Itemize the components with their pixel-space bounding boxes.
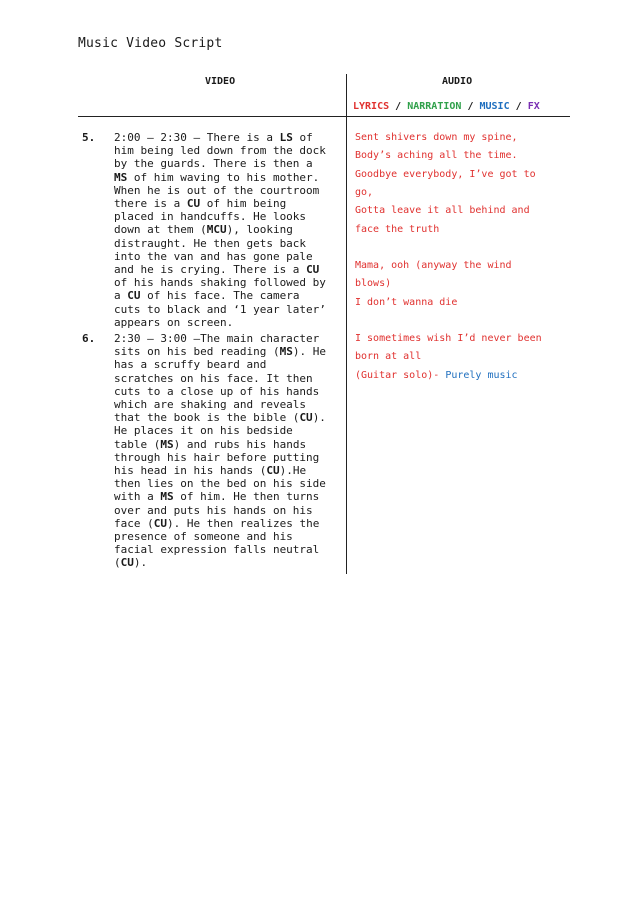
video-text: 2:30 – 3:00 –The main character bbox=[114, 332, 320, 345]
video-text: then lies on the bed on his side bbox=[114, 477, 326, 491]
video-text: table ( bbox=[114, 437, 161, 451]
video-line bbox=[114, 184, 344, 197]
video-line bbox=[114, 316, 344, 329]
video-line bbox=[114, 451, 344, 464]
video-line bbox=[114, 504, 344, 517]
video-line bbox=[114, 303, 344, 316]
video-text: down at them ( bbox=[114, 223, 207, 237]
video-line bbox=[114, 263, 344, 276]
video-line bbox=[114, 477, 344, 490]
header-rule bbox=[78, 116, 570, 117]
video-text: has a scruffy beard and bbox=[114, 358, 267, 372]
shot-type: CU bbox=[186, 197, 201, 211]
shot-type: MS bbox=[114, 170, 128, 184]
video-text: sits on his bed reading ( bbox=[114, 345, 280, 359]
video-text: He places it on his bedside bbox=[114, 424, 293, 438]
lyrics-line: face the truth bbox=[355, 223, 440, 235]
shot-type: CU bbox=[153, 516, 167, 530]
video-line bbox=[114, 144, 344, 157]
shot-type: CU bbox=[306, 263, 320, 277]
video-text: placed in handcuffs. He looks bbox=[114, 210, 307, 224]
video-line bbox=[114, 530, 344, 543]
video-text: of his hands shaking followed by bbox=[114, 276, 326, 290]
video-text: distraught. He then gets back bbox=[114, 236, 307, 250]
video-text: a bbox=[114, 289, 128, 303]
video-text: appears on screen. bbox=[114, 315, 234, 329]
lyrics-line: (Guitar solo)- Purely music bbox=[355, 369, 518, 381]
video-text: cuts to a close up of his hands bbox=[114, 384, 320, 398]
video-line bbox=[114, 385, 344, 398]
lyrics-line: go, bbox=[355, 186, 374, 198]
video-line bbox=[114, 223, 344, 236]
legend-fx: FX bbox=[527, 101, 540, 112]
legend-separator: / bbox=[395, 101, 402, 112]
shot-type: CU bbox=[266, 464, 280, 478]
lyrics-line: Gotta leave it all behind and bbox=[355, 205, 530, 217]
video-line bbox=[114, 250, 344, 263]
video-text: ).He bbox=[279, 464, 307, 478]
video-column-header: VIDEO bbox=[205, 76, 236, 87]
legend-music: MUSIC bbox=[479, 101, 510, 112]
video-text: ). bbox=[312, 411, 326, 425]
lyrics-line: born at all bbox=[355, 351, 422, 363]
lyrics-line: Goodbye everybody, I’ve got to bbox=[355, 168, 536, 180]
video-text: there is a bbox=[114, 197, 187, 211]
video-line bbox=[114, 131, 344, 144]
video-line bbox=[114, 424, 344, 437]
shot-type: LS bbox=[279, 131, 293, 144]
lyrics-line: Sent shivers down my spine, bbox=[355, 132, 518, 143]
video-text: face ( bbox=[114, 516, 154, 530]
shot-type: MCU bbox=[206, 223, 227, 237]
lyrics-line: I sometimes wish I’d never been bbox=[355, 333, 542, 344]
video-text: presence of someone and his bbox=[114, 530, 293, 544]
video-text: which are shaking and reveals bbox=[114, 398, 307, 412]
shot-type: CU bbox=[299, 411, 313, 425]
video-text: ), looking bbox=[226, 223, 293, 237]
music-cue: Purely music bbox=[439, 369, 518, 381]
video-line bbox=[114, 237, 344, 250]
video-line bbox=[114, 210, 344, 223]
video-line bbox=[114, 398, 344, 411]
audio-column-header: AUDIO bbox=[442, 76, 473, 87]
video-text: of him. He then turns bbox=[173, 490, 320, 504]
video-text: him being led down from the dock bbox=[114, 144, 326, 158]
video-line bbox=[114, 157, 344, 170]
video-text: of him waving to his mother. bbox=[127, 170, 320, 184]
video-line bbox=[114, 171, 344, 184]
video-line bbox=[114, 332, 344, 345]
video-line bbox=[114, 345, 344, 358]
video-text: by the guards. There is then a bbox=[114, 157, 313, 171]
video-line bbox=[114, 289, 344, 302]
scene-video-description bbox=[114, 332, 344, 570]
shot-type: CU bbox=[127, 289, 141, 303]
scene-video-description bbox=[114, 131, 344, 329]
video-text: of him being bbox=[200, 197, 287, 211]
lyrics-line: blows) bbox=[355, 278, 392, 290]
video-text: ). bbox=[133, 556, 148, 570]
video-line bbox=[114, 517, 344, 530]
video-line bbox=[114, 411, 344, 424]
video-text: his head in his hands ( bbox=[114, 464, 267, 478]
legend-narration: NARRATION bbox=[407, 101, 462, 112]
legend-separator: / bbox=[515, 101, 522, 112]
video-line bbox=[114, 556, 344, 569]
video-line bbox=[114, 197, 344, 210]
lyrics-line: Body’s aching all the time. bbox=[355, 150, 518, 162]
video-line bbox=[114, 372, 344, 385]
video-line bbox=[114, 464, 344, 477]
video-text: ) and rubs his hands bbox=[173, 437, 307, 451]
video-text: 2:00 – 2:30 – There is a bbox=[114, 131, 280, 144]
video-text: that the book is the bible ( bbox=[114, 411, 300, 425]
scene-number: 6. bbox=[82, 332, 96, 345]
video-line bbox=[114, 276, 344, 289]
scene-number: 5. bbox=[82, 131, 96, 144]
legend-separator: / bbox=[467, 101, 474, 112]
legend-lyrics: LYRICS bbox=[353, 101, 390, 112]
video-text: When he is out of the courtroom bbox=[114, 183, 320, 197]
shot-type: MS bbox=[160, 490, 174, 504]
video-line bbox=[114, 490, 344, 503]
shot-type: MS bbox=[160, 437, 174, 451]
shot-type: MS bbox=[279, 345, 293, 359]
video-line bbox=[114, 543, 344, 556]
lyrics-line: I don’t wanna die bbox=[355, 296, 458, 308]
video-text: with a bbox=[114, 490, 161, 504]
video-text: ). He then realizes the bbox=[167, 516, 320, 530]
document-title: Music Video Script bbox=[78, 36, 223, 51]
column-divider bbox=[346, 74, 347, 574]
video-text: scratches on his face. It then bbox=[114, 371, 313, 385]
video-line bbox=[114, 358, 344, 371]
video-text: of his face. The camera bbox=[140, 289, 300, 303]
video-text: of bbox=[292, 131, 313, 144]
video-text: facial expression falls neutral bbox=[114, 543, 320, 557]
video-text: through his hair before putting bbox=[114, 450, 320, 464]
audio-legend bbox=[353, 101, 540, 112]
shot-type: CU bbox=[120, 556, 134, 570]
video-text: over and puts his hands on his bbox=[114, 503, 313, 517]
lyrics-line: Mama, ooh (anyway the wind bbox=[355, 260, 512, 272]
video-text: ). He bbox=[292, 345, 326, 359]
video-text: cuts to black and ‘1 year later’ bbox=[114, 302, 326, 316]
video-text: ( bbox=[114, 556, 121, 570]
video-text: and he is crying. There is a bbox=[114, 263, 307, 277]
video-text: into the van and has gone pale bbox=[114, 249, 313, 263]
video-line bbox=[114, 438, 344, 451]
